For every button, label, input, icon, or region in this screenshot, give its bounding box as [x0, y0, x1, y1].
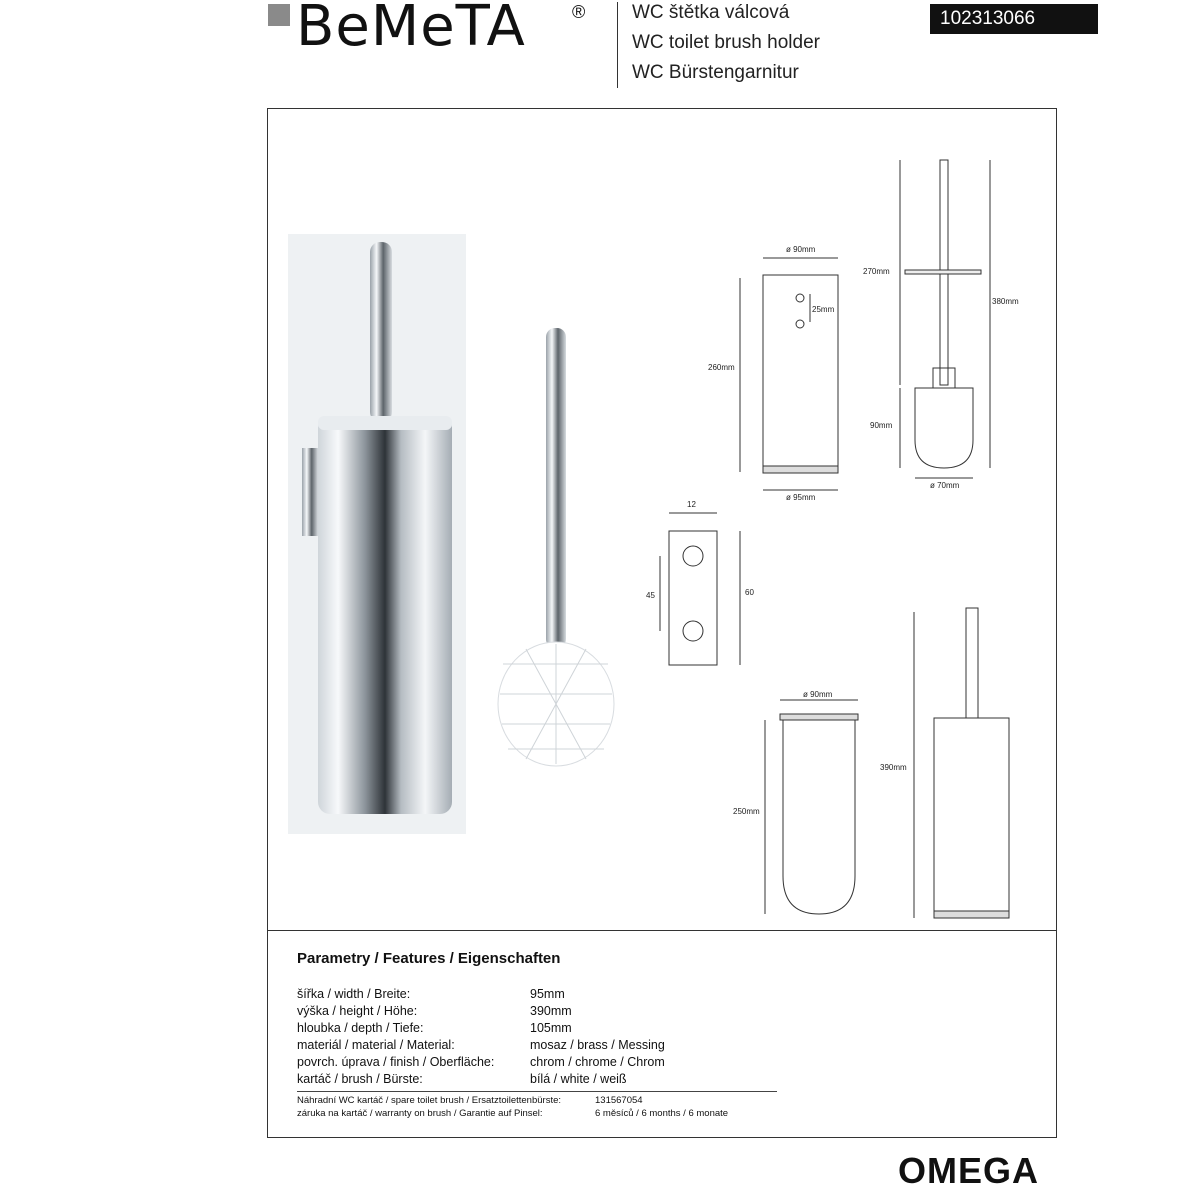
series-name: OMEGA	[898, 1150, 1040, 1191]
label-hole-spacing: 45	[646, 591, 655, 600]
label-insert-height: 250mm	[733, 807, 760, 816]
assembled-base	[934, 911, 1009, 918]
spec-label-material: materiál / material / Material:	[297, 1038, 455, 1052]
spec-value-material: mosaz / brass / Messing	[530, 1038, 665, 1052]
spec-value-width: 95mm	[530, 987, 565, 1001]
warranty-value: 6 měsíců / 6 months / 6 monate	[595, 1108, 729, 1119]
logo-square	[268, 4, 290, 26]
label-brush-diameter: ø 70mm	[930, 481, 960, 490]
technical-drawings	[600, 140, 1020, 930]
spec-value-finish: chrom / chrome / Chrom	[530, 1055, 665, 1069]
holder-handle	[370, 242, 392, 422]
wall-bracket	[302, 448, 318, 536]
spec-label-brush: kartáč / brush / Bürste:	[297, 1072, 423, 1086]
title-german: WC Bürstengarnitur	[632, 62, 799, 83]
spec-divider	[297, 1091, 777, 1092]
label-base-diameter: ø 95mm	[786, 493, 816, 502]
spec-label-finish: povrch. úprava / finish / Oberfläche:	[297, 1055, 495, 1069]
label-brush-total: 380mm	[992, 297, 1019, 306]
label-top-diameter: ø 90mm	[786, 245, 816, 254]
label-slot-spacing: 25mm	[812, 305, 835, 314]
brush-handle	[546, 328, 566, 648]
brush-head	[498, 642, 614, 766]
product-photo	[288, 234, 618, 834]
spec-label-depth: hloubka / depth / Tiefe:	[297, 1021, 424, 1035]
label-insert-diameter: ø 90mm	[803, 690, 833, 699]
bracket-outline	[669, 531, 717, 665]
title-czech: WC štětka válcová	[632, 2, 790, 23]
brand-logo: BeMeTA	[296, 0, 526, 59]
spec-label-width: šířka / width / Breite:	[297, 987, 411, 1001]
label-brush-upper: 270mm	[863, 267, 890, 276]
insert-outline	[783, 720, 855, 914]
label-brush-head: 90mm	[870, 421, 893, 430]
spare-brush-label: Náhradní WC kartáč / spare toilet brush / Ersatztoilettenbürste:	[297, 1095, 562, 1106]
header-divider	[617, 2, 618, 88]
bracket-hole-bottom	[683, 621, 703, 641]
label-holder-height: 260mm	[708, 363, 735, 372]
spec-value-height: 390mm	[530, 1004, 572, 1018]
features-title: Parametry / Features / Eigenschaften	[297, 950, 561, 967]
product-code: 102313066	[930, 4, 1098, 34]
holder-lid	[318, 416, 452, 430]
registered-mark: ®	[572, 2, 586, 22]
spec-value-brush: bílá / white / weiß	[530, 1072, 627, 1086]
holder-cylinder	[318, 416, 452, 814]
keyhole-top	[796, 294, 804, 302]
assembled-holder	[934, 718, 1009, 918]
bracket-hole-top	[683, 546, 703, 566]
warranty-label: záruka na kartáč / warranty on brush / Garantie auf Pinsel:	[297, 1108, 543, 1119]
spare-brush-value: 131567054	[595, 1095, 643, 1106]
spec-label-height: výška / height / Höhe:	[297, 1004, 418, 1018]
brush-head-drawing	[915, 388, 973, 468]
keyhole-bottom	[796, 320, 804, 328]
insert-rim	[780, 714, 858, 720]
label-total-height: 390mm	[880, 763, 907, 772]
title-english: WC toilet brush holder	[632, 32, 820, 53]
holder-base	[763, 466, 838, 473]
assembled-handle	[966, 608, 978, 718]
brush-plate	[905, 270, 981, 274]
spec-value-depth: 105mm	[530, 1021, 572, 1035]
label-bracket-width: 12	[687, 500, 696, 509]
label-bracket-height: 60	[745, 588, 754, 597]
frame-divider	[267, 930, 1057, 931]
